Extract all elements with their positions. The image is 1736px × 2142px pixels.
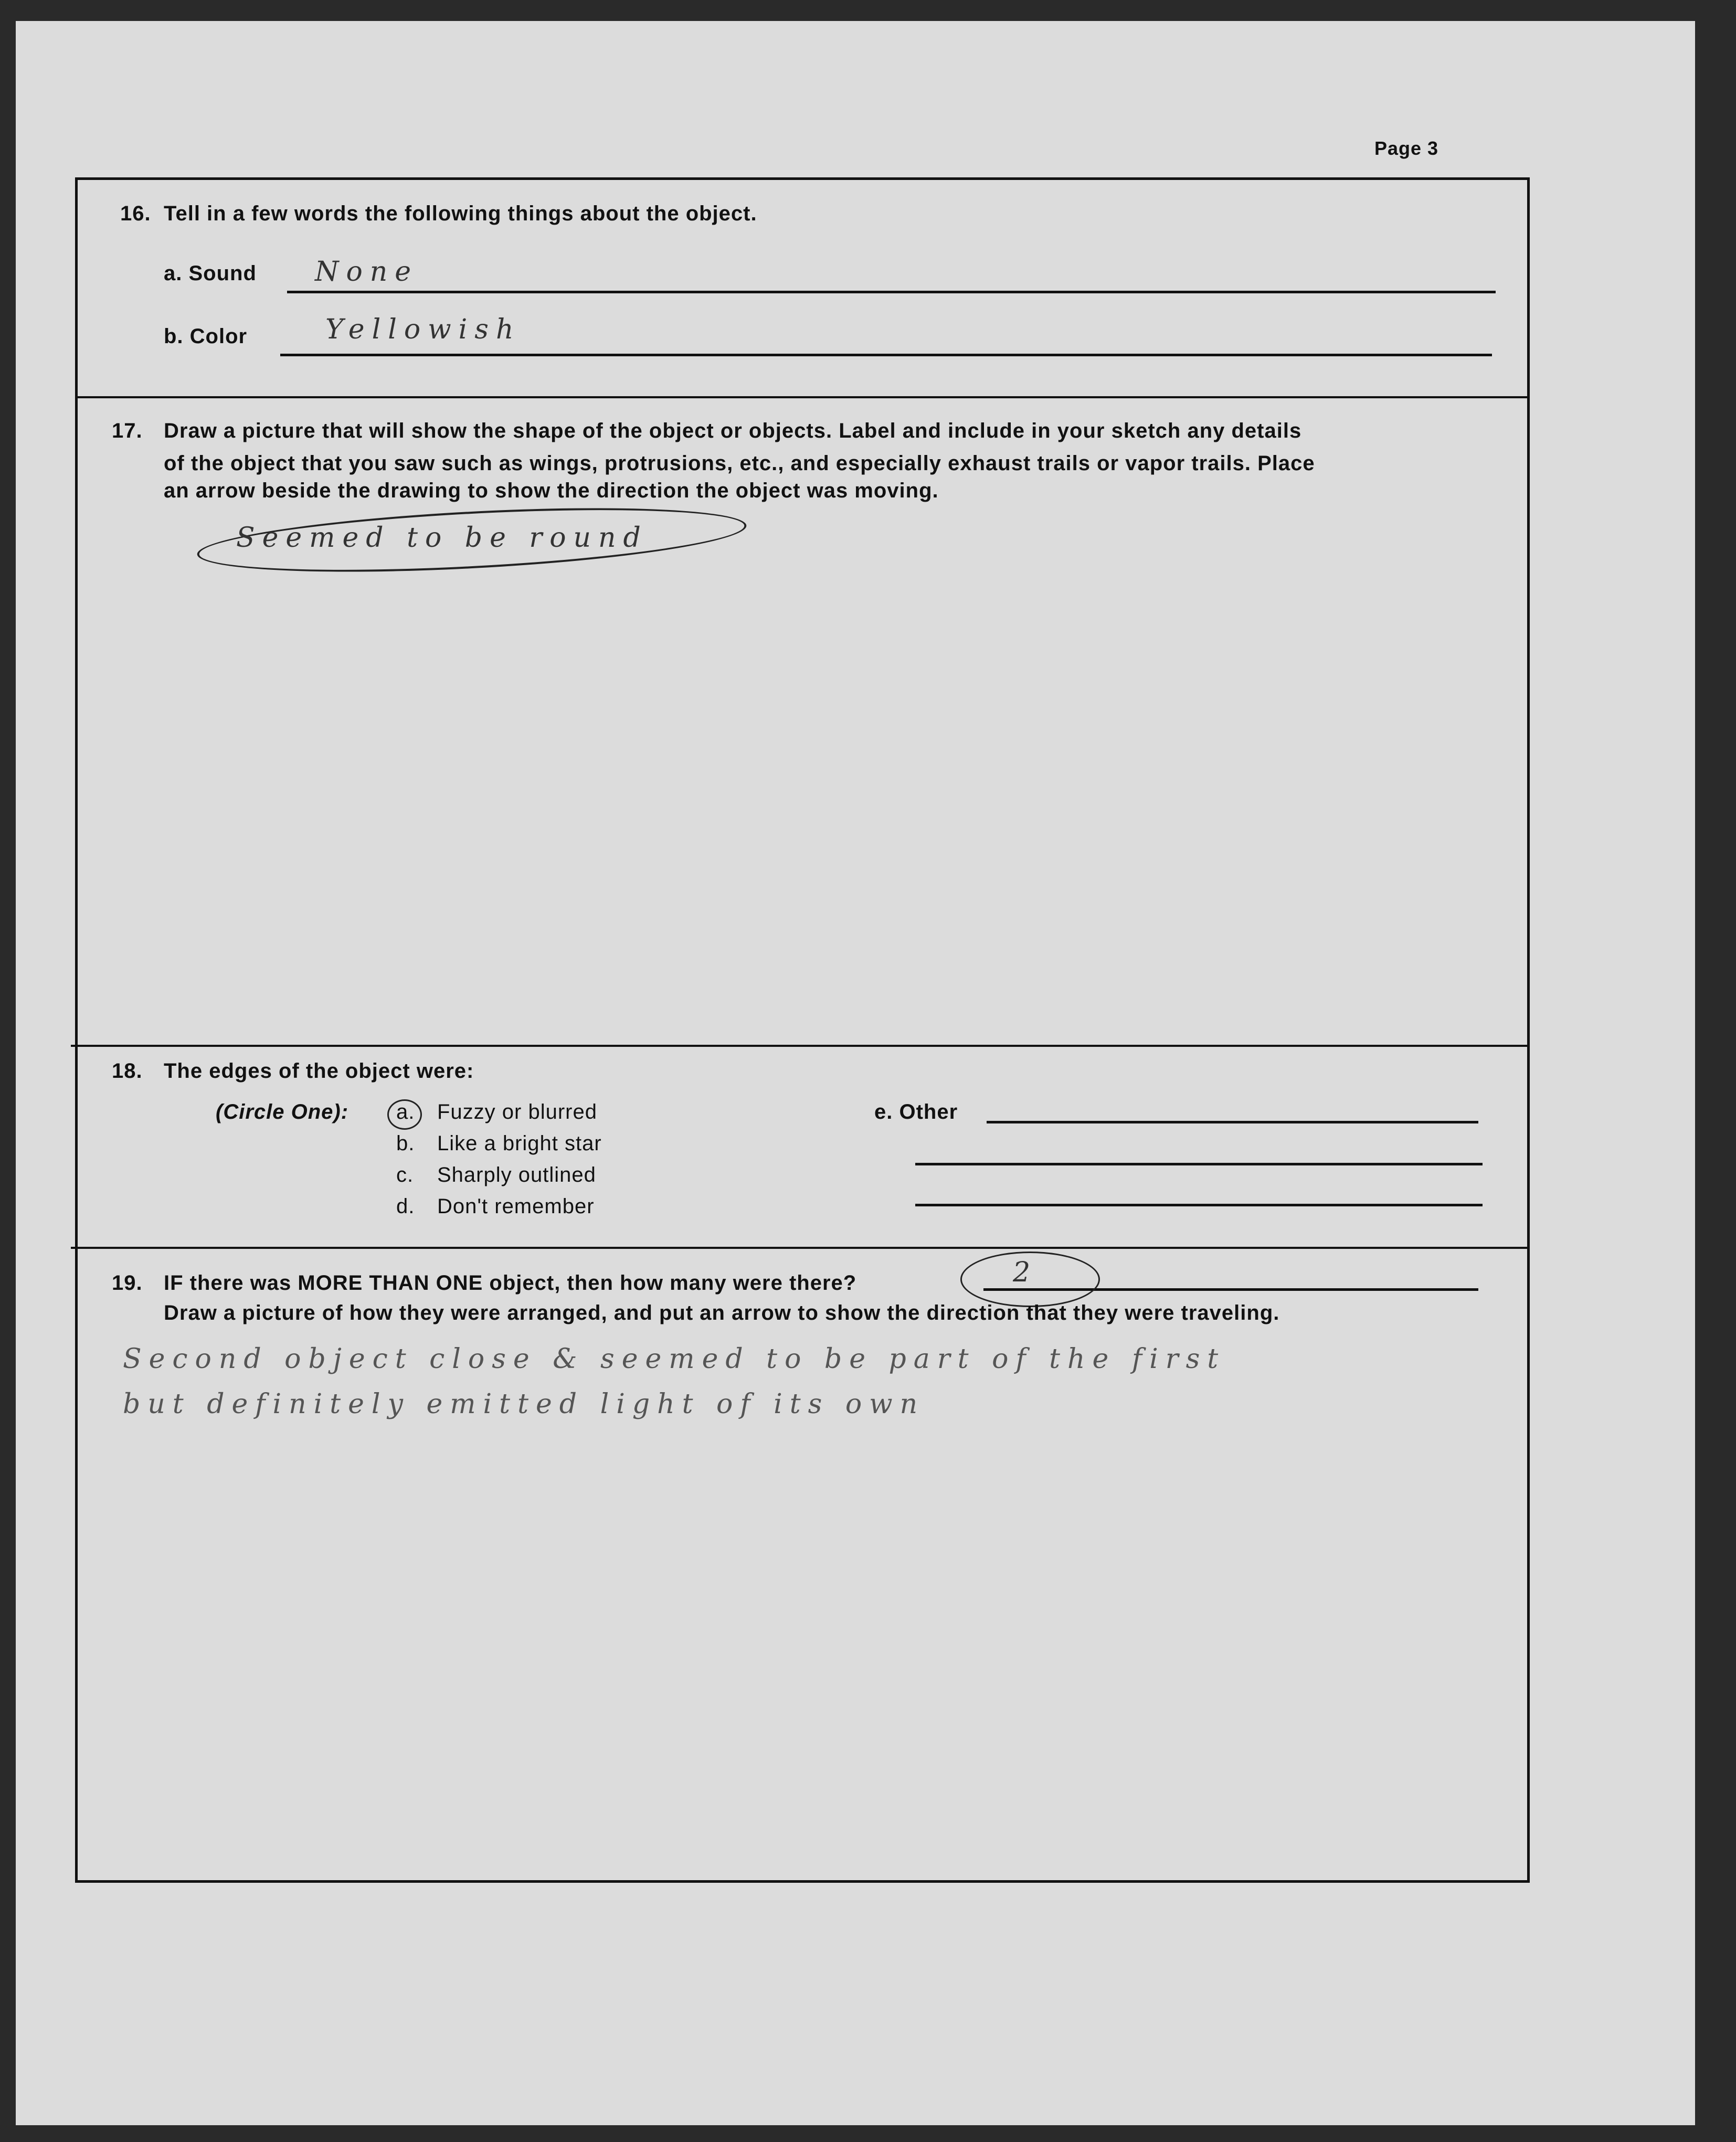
other-field-line[interactable] [915, 1204, 1483, 1206]
option-letter: b. [396, 1132, 415, 1155]
color-field-line [280, 354, 1492, 356]
question-line: IF there was MORE THAN ONE object, then how many were there? [164, 1271, 857, 1295]
section-divider [71, 1045, 1527, 1047]
option-letter: a. [396, 1100, 415, 1123]
arrangement-answer-line[interactable]: Second object close & seemed to be part of the first [123, 1343, 1226, 1375]
option-dont-remember[interactable]: Don't remember [437, 1195, 595, 1218]
color-label: b. Color [164, 325, 248, 348]
page-number: Page 3 [1374, 137, 1439, 159]
other-label: e. Other [874, 1100, 958, 1123]
question-number: 19. [112, 1271, 143, 1295]
option-sharply-outlined[interactable]: Sharply outlined [437, 1163, 596, 1186]
count-answer[interactable]: 2 [1013, 1257, 1038, 1288]
question-number: 17. [112, 419, 143, 442]
sound-answer[interactable]: None [315, 256, 419, 288]
question-line: Draw a picture that will show the shape of the object or objects. Label and include in your sketch any details [164, 419, 1302, 442]
question-line: of the object that you saw such as wings, protrusions, etc., and especially exhaust trails or vapor trails. Place [164, 452, 1315, 475]
sound-field-line [287, 291, 1496, 293]
arrangement-answer-line[interactable]: but definitely emitted light of its own [123, 1388, 925, 1420]
circle-one-instruction: (Circle One): [216, 1100, 349, 1123]
section-divider [71, 1247, 1527, 1249]
section-divider [75, 396, 1527, 398]
question-prompt: Tell in a few words the following things about the object. [164, 202, 757, 225]
other-field-line[interactable] [915, 1163, 1483, 1165]
sketch-label[interactable]: Seemed to be round [236, 522, 648, 554]
option-letter: c. [396, 1163, 414, 1186]
question-number: 16. [120, 202, 151, 225]
question-line: Draw a picture of how they were arranged, and put an arrow to show the direction that they were traveling. [164, 1301, 1280, 1324]
option-fuzzy[interactable]: Fuzzy or blurred [437, 1100, 597, 1123]
question-number: 18. [112, 1059, 143, 1083]
sound-label: a. Sound [164, 262, 257, 285]
other-field-line[interactable] [987, 1121, 1478, 1123]
question-prompt: The edges of the object were: [164, 1059, 474, 1083]
option-letter: d. [396, 1195, 415, 1218]
question-line: an arrow beside the drawing to show the direction the object was moving. [164, 479, 939, 502]
option-bright-star[interactable]: Like a bright star [437, 1132, 602, 1155]
color-answer[interactable]: Yellowish [325, 314, 521, 345]
